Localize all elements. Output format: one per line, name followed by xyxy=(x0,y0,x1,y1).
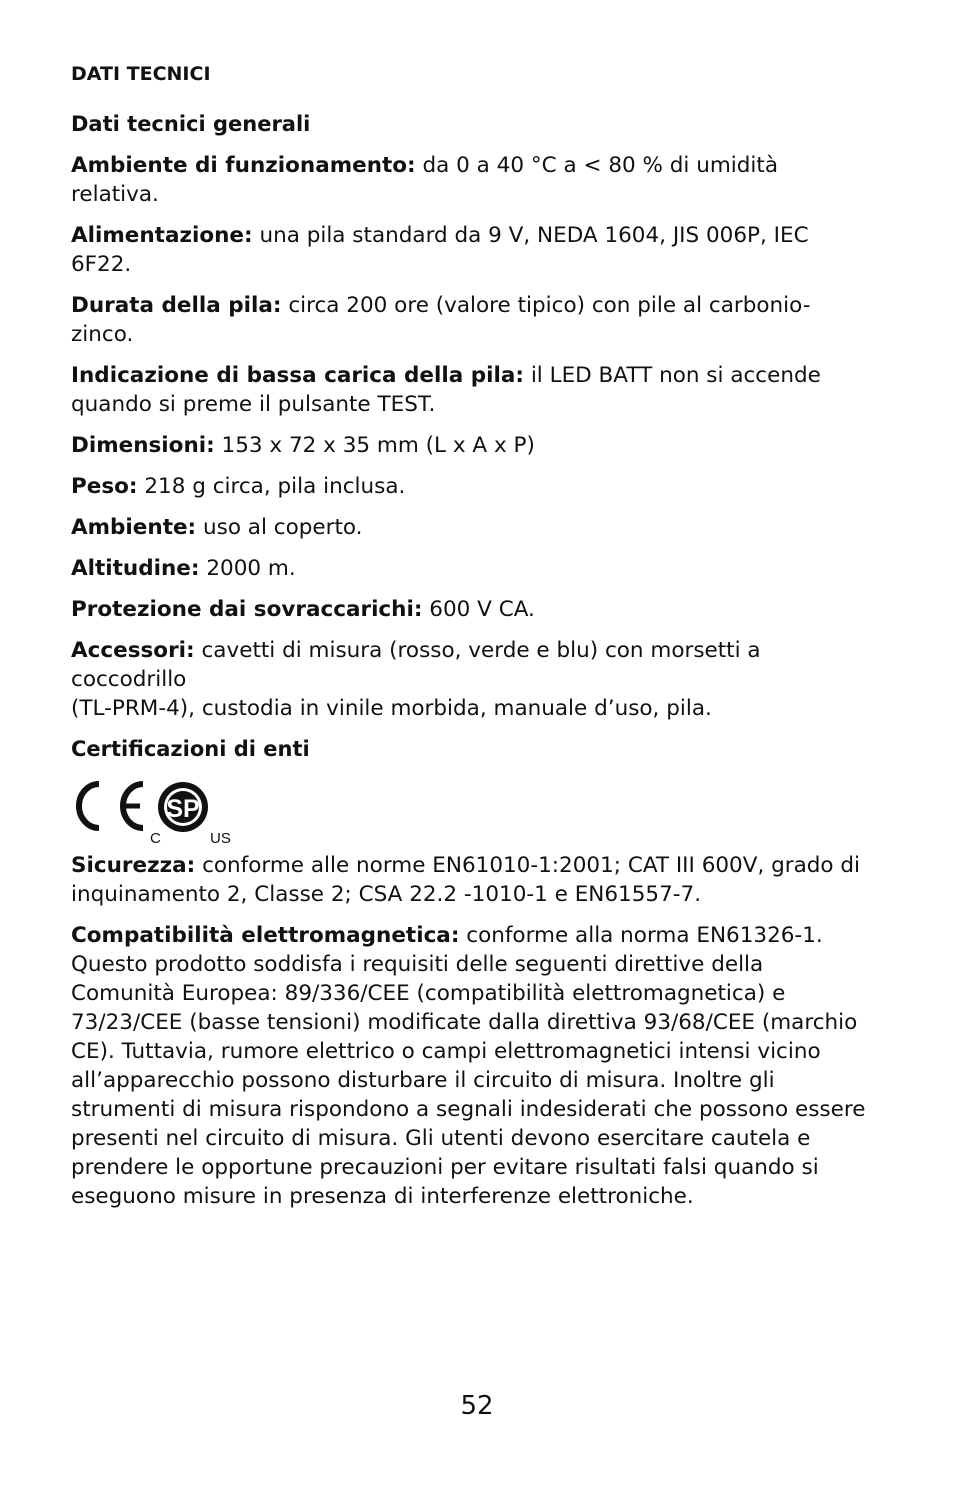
spec-power-supply xyxy=(71,221,871,279)
csa-mark-icon xyxy=(150,782,231,847)
spec-label: Accessori: xyxy=(71,638,195,663)
spec-weight xyxy=(71,472,871,501)
spec-label: Ambiente: xyxy=(71,515,197,540)
spec-battery-life xyxy=(71,291,871,349)
spec-altitude xyxy=(71,554,871,583)
spec-label: Altitudine: xyxy=(71,556,200,581)
spec-low-battery xyxy=(71,361,871,419)
spec-value: da 0 a 40 °C a < 80 % di umidità relativa. xyxy=(71,153,778,207)
ce-csa-logo-icon xyxy=(71,776,246,851)
spec-accessories xyxy=(71,636,871,723)
spec-value: una pila standard da 9 V, NEDA 1604, JIS 006P, IEC 6F22. xyxy=(71,223,809,277)
page-heading: DATI TECNICI xyxy=(71,63,211,85)
spec-value: uso al coperto. xyxy=(196,515,363,540)
section-certifications-title: Certificazioni di enti xyxy=(71,737,310,761)
spec-environment xyxy=(71,513,871,542)
spec-emc xyxy=(71,921,871,1211)
spec-value-continued: (TL-PRM-4), custodia in vinile morbida, manuale d’uso, pila. xyxy=(71,696,712,721)
spec-label: Compatibilità elettromagnetica: xyxy=(71,923,460,948)
spec-value: 153 x 72 x 35 mm (L x A x P) xyxy=(214,433,535,458)
spec-value: il LED BATT non si accende quando si preme il pulsante TEST. xyxy=(71,363,821,417)
spec-label: Durata della pila: xyxy=(71,293,282,318)
spec-label: Indicazione di bassa carica della pila: xyxy=(71,363,524,388)
csa-c-label: C xyxy=(150,830,161,847)
spec-label: Sicurezza: xyxy=(71,853,196,878)
document-page xyxy=(71,60,871,1223)
spec-value: conforme alle norme EN61010-1:2001; CAT III 600V, grado di inquinamento 2, Classe 2; CSA 22.2 -1010-1 e EN61557-7. xyxy=(71,853,861,907)
spec-label: Protezione dai sovraccarichi: xyxy=(71,597,423,622)
spec-label: Alimentazione: xyxy=(71,223,253,248)
spec-label: Ambiente di funzionamento: xyxy=(71,153,416,178)
spec-value: cavetti di misura (rosso, verde e blu) con morsetti a coccodrillo xyxy=(71,638,761,692)
certification-logos xyxy=(71,776,871,851)
spec-overload-protection xyxy=(71,595,871,624)
spec-safety xyxy=(71,851,871,909)
ce-mark-icon xyxy=(79,784,143,828)
spec-operating-environment xyxy=(71,151,871,209)
spec-value: 2000 m. xyxy=(199,556,296,581)
spec-label: Peso: xyxy=(71,474,138,499)
spec-value: conforme alla norma EN61326-1. Questo prodotto soddisfa i requisiti delle seguenti direttive della Comunità Europea: 89/336/CEE (compatibilità elettromagnetica) e 73/23/CEE (basse tensioni) modificate dalla direttiva 93/68/CEE (marchio CE). Tuttavia, rumore elettrico o campi elettromagnetici intensi vicino all’apparecchio possono disturbare il circuito di misura. Inoltre gli strumenti di misura rispondono a segnali indesiderati che possono essere presenti nel circuito di misura. Gli utenti devono esercitare cautela e prendere le opportune precauzioni per evitare risultati falsi quando si eseguono misure in presenza di interferenze elettroniche. xyxy=(71,923,866,1209)
csa-us-label: US xyxy=(210,830,231,847)
section-general-title: Dati tecnici generali xyxy=(71,112,311,136)
spec-value: 218 g circa, pila inclusa. xyxy=(137,474,406,499)
spec-value: circa 200 ore (valore tipico) con pile al carbonio-zinco. xyxy=(71,293,811,347)
spec-dimensions xyxy=(71,431,871,460)
spec-value: 600 V CA. xyxy=(422,597,535,622)
spec-label: Dimensioni: xyxy=(71,433,215,458)
csa-mark-glyph: SP xyxy=(166,795,200,823)
page-number: 52 xyxy=(460,1391,494,1421)
